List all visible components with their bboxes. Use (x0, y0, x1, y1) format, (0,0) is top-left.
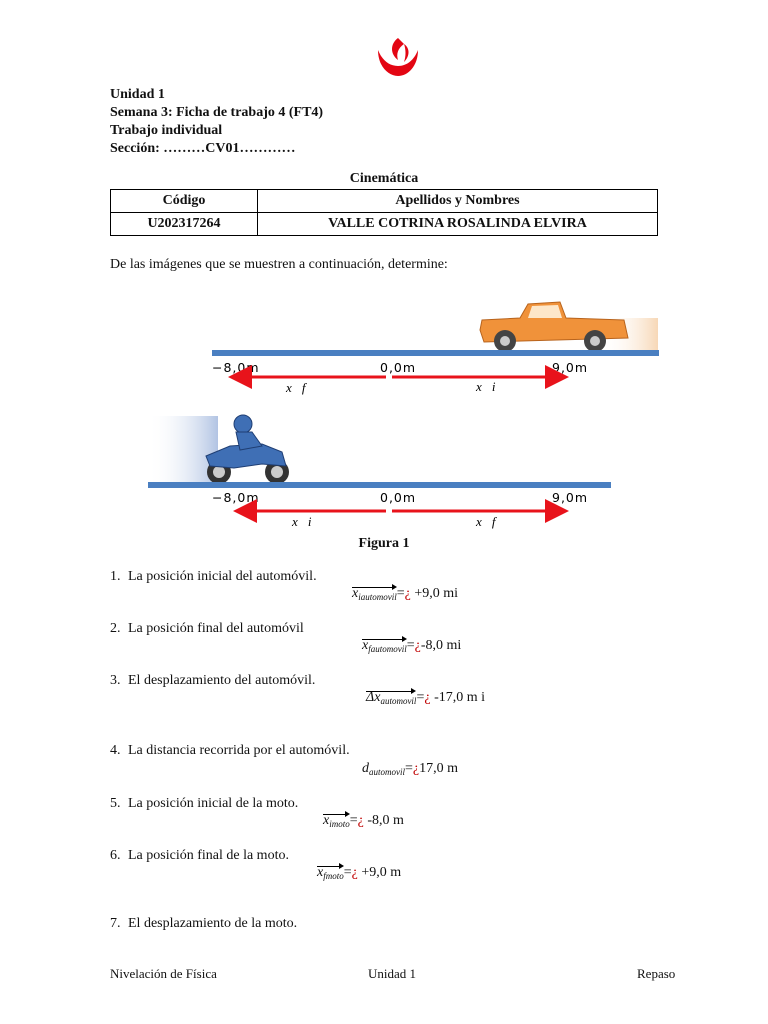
question-3: 3. El desplazamiento del automóvil. (110, 673, 316, 688)
car-xf-label: x⃗f (286, 380, 306, 395)
question-4: 4. La distancia recorrida por el automóvil. (110, 743, 350, 758)
answer-6: $x_{fmoto}=¿ +9,0$ m (317, 865, 402, 881)
answer-4: $d_{automovil}=¿17,0$ m (362, 761, 459, 777)
footer-right: Repaso (637, 966, 676, 981)
moto-axis-label-neg8: −8,0m (212, 490, 260, 505)
question-7: 7. El desplazamiento de la moto. (110, 916, 298, 931)
section-title: Cinemática (349, 171, 419, 186)
codigo-header: Código (111, 190, 258, 213)
moto-axis-label-9: 9,0m (552, 490, 589, 505)
figure-caption: Figura 1 (358, 536, 410, 551)
question-2: 2. La posición final del automóvil (110, 621, 304, 636)
question-6: 6. La posición final de la moto. (110, 848, 289, 863)
footer-center: Unidad 1 (368, 966, 417, 981)
car-axis-label-0: 0,0m (380, 360, 417, 375)
car-xi-label: x⃗i (476, 379, 496, 394)
trabajo-label: Trabajo individual (110, 123, 223, 138)
motorcycle-icon (206, 415, 289, 484)
footer-left: Nivelación de Física (110, 966, 217, 981)
intro-text: De las imágenes que se muestren a continuación, determine: (110, 257, 448, 272)
answer-5: $x_{imoto}=¿$ -8,0 m (323, 813, 404, 829)
semana-label: Semana 3: Ficha de trabajo 4 (FT4) (110, 105, 324, 120)
nombres-cell: VALLE COTRINA ROSALINDA ELVIRA (258, 213, 658, 236)
car-axis-label-neg8: −8,0m (212, 360, 260, 375)
question-5: 5. La posición inicial de la moto. (110, 796, 299, 811)
unidad-label: Unidad 1 (110, 87, 165, 102)
codigo-cell: U202317264 (111, 213, 258, 236)
answer-1: $x_{iautomovil}=¿ +9,0$ mi (352, 586, 459, 602)
moto-xi-label: x⃗i (292, 514, 312, 529)
car-axis-label-9: 9,0m (552, 360, 589, 375)
answer-2: $x_{fautomovil}=¿-8,0$ mi (362, 638, 462, 654)
question-1: 1. La posición inicial del automóvil. (110, 569, 317, 584)
nombres-header: Apellidos y Nombres (258, 190, 658, 213)
moto-axis (148, 482, 611, 488)
answer-3: $\Delta x_{automovil}=¿$ -17,0 m i (366, 690, 486, 706)
moto-axis-label-0: 0,0m (380, 490, 417, 505)
car-axis (212, 350, 659, 356)
moto-xf-label: x⃗f (476, 514, 496, 529)
seccion-label: Sección: ………CV01………… (110, 141, 296, 156)
